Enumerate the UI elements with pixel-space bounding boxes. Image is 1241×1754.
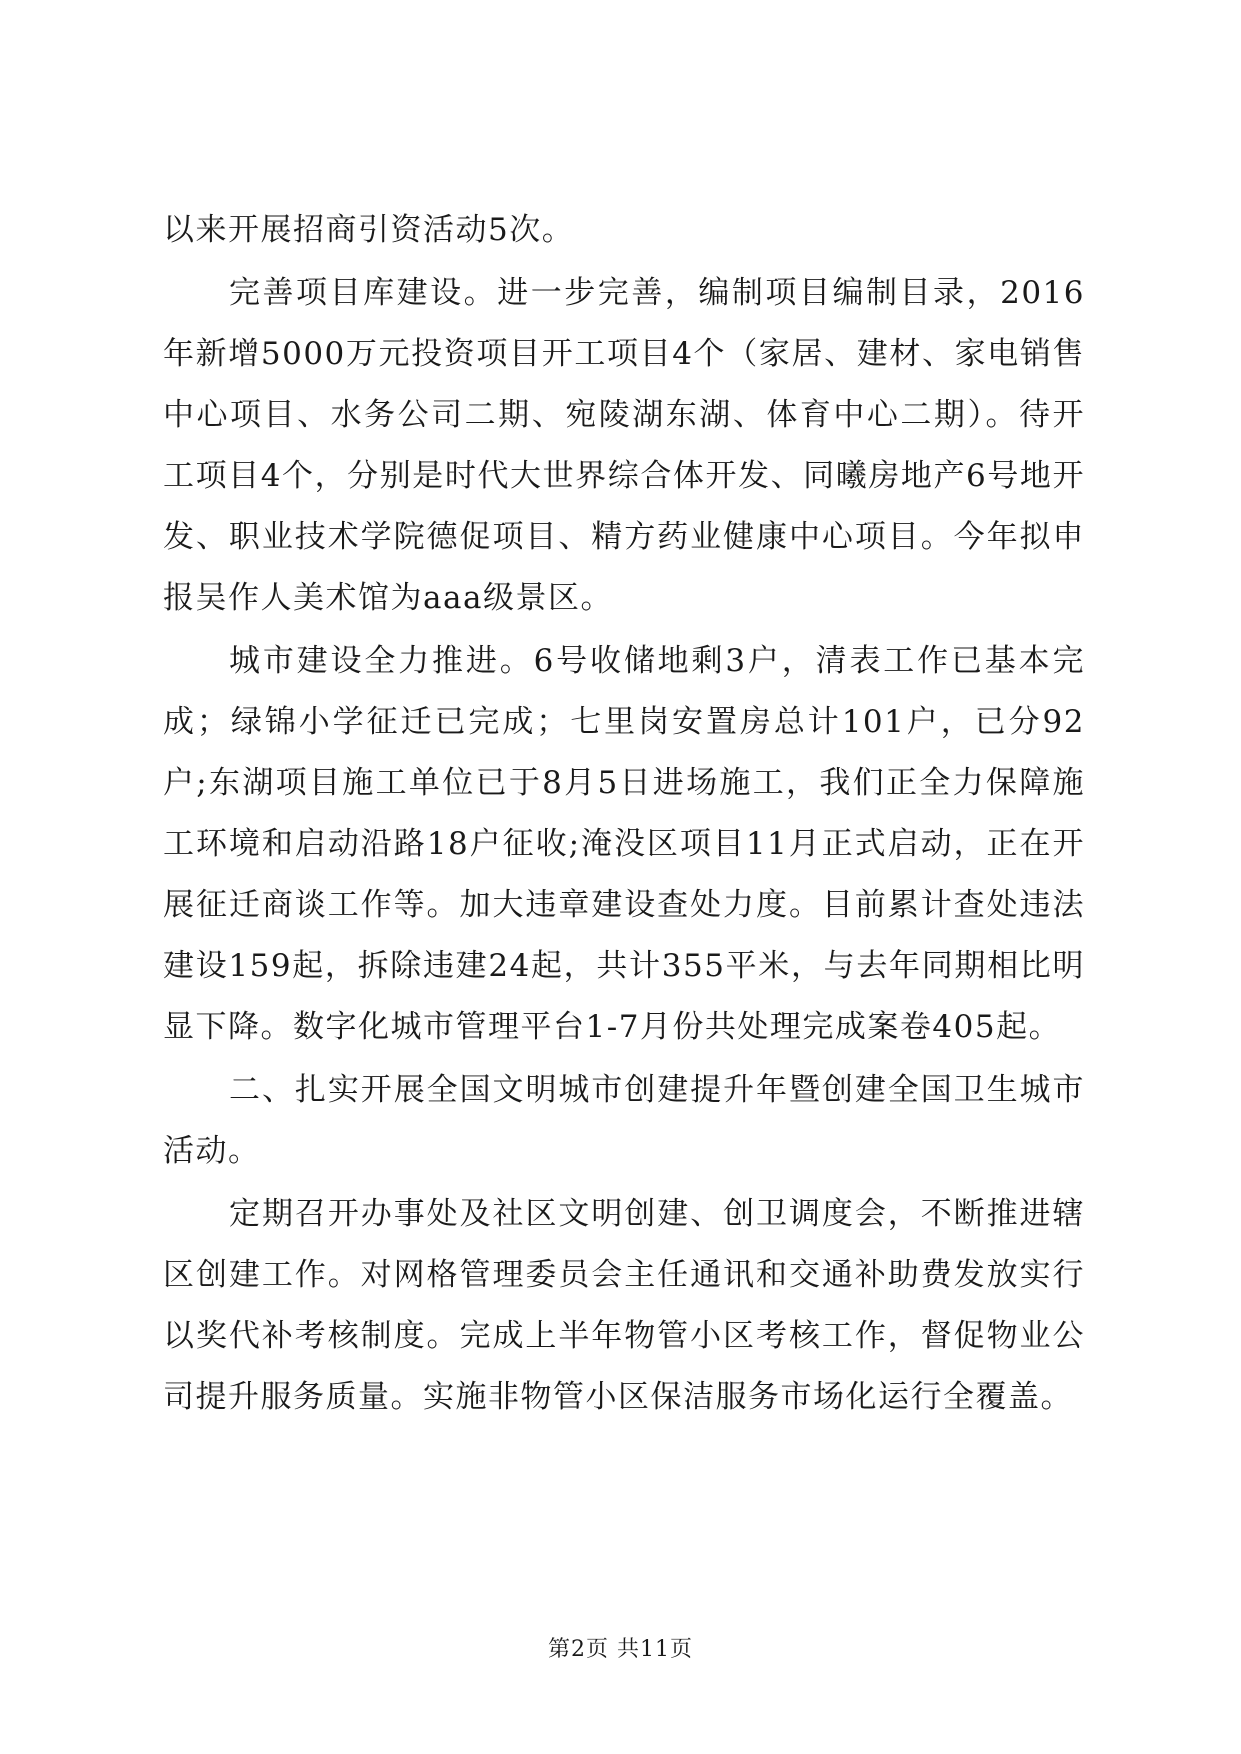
paragraph-1: 以来开展招商引资活动5次。 <box>163 212 575 248</box>
page-number-footer: 第2页 共11页 <box>548 1637 693 1662</box>
document-body <box>163 200 1085 1430</box>
section-heading: 二、扎实开展全国文明城市创建提升年暨创建全国卫生城市活动。 <box>163 1072 1085 1169</box>
paragraph-4: 定期召开办事处及社区文明创建、创卫调度会，不断推进辖区创建工作。对网格管理委员会主任通讯和交通补助费发放实行以奖代补考核制度。完成上半年物管小区考核工作，督促物业公司提升服务质量。实施非物管小区保洁服务市场化运行全覆盖。 <box>163 1196 1085 1415</box>
paragraph-2: 完善项目库建设。进一步完善，编制项目编制目录，2016年新增5000万元投资项目开工项目4个（家居、建材、家电销售中心项目、水务公司二期、宛陵湖东湖、体育中心二期）。待开工项目4个，分别是时代大世界综合体开发、同曦房地产6号地开发、职业技术学院德促项目、精方药业健康中心项目。今年拟申报吴作人美术馆为aaa级景区。 <box>163 275 1085 616</box>
paragraph-3: 城市建设全力推进。6号收储地剩3户，清表工作已基本完成；绿锦小学征迁已完成；七里岗安置房总计101户，已分92户;东湖项目施工单位已于8月5日进场施工，我们正全力保障施工环境和启动沿路18户征收;淹没区项目11月正式启动，正在开展征迁商谈工作等。加大违章建设查处力度。目前累计查处违法建设159起，拆除违建24起，共计355平米，与去年同期相比明显下降。数字化城市管理平台1-7月份共处理完成案卷405起。 <box>163 643 1085 1045</box>
